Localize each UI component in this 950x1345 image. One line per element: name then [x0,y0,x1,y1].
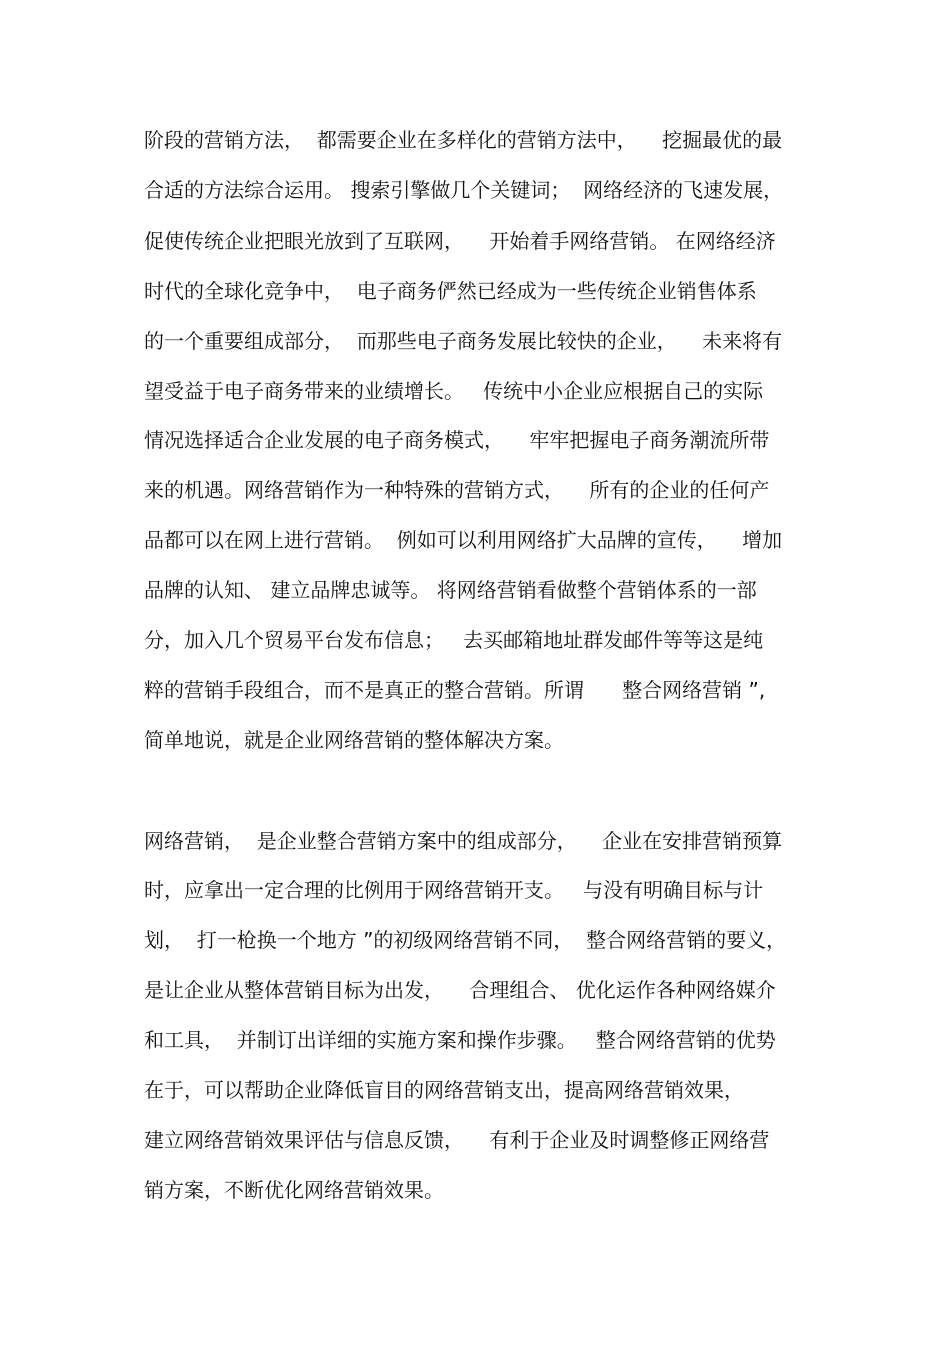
text-line: 的一个重要组成部分， 而那些电子商务发展比较快的企业， 未来将有 [144,329,783,353]
text-line: 时代的全球化竞争中， 电子商务俨然已经成为一些传统企业销售体系 [144,279,757,303]
text-line: 网络营销， 是企业整合营销方案中的组成部分， 企业在安排营销预算 [144,829,783,853]
text-line: 时，应拿出一定合理的比例用于网络营销开支。 与没有明确目标与计 [144,878,764,902]
text-line: 阶段的营销方法， 都需要企业在多样化的营销方法中， 挖掘最优的最 [144,128,783,152]
text-line: 促使传统企业把眼光放到了互联网， 开始着手网络营销。 在网络经济 [144,229,776,253]
text-line: 和工具， 并制订出详细的实施方案和操作步骤。 整合网络营销的优势 [144,1028,776,1052]
text-line: 建立网络营销效果评估与信息反馈， 有利于企业及时调整修正网络营 [144,1128,770,1152]
text-line: 分，加入几个贸易平台发布信息； 去买邮箱地址群发邮件等等这是纯 [144,628,764,652]
text-line: 来的机遇。网络营销作为一种特殊的营销方式， 所有的企业的任何产 [144,478,770,502]
text-line: 粹的营销手段组合，而不是真正的整合营销。所谓 整合网络营销 ”, [144,678,766,702]
text-line: 情况选择适合企业发展的电子商务模式， 牢牢把握电子商务潮流所带 [144,428,770,452]
text-line: 望受益于电子商务带来的业绩增长。 传统中小企业应根据自己的实际 [144,379,764,403]
text-line: 销方案，不断优化网络营销效果。 [144,1178,444,1202]
text-line: 划， 打一枪换一个地方 ”的初级网络营销不同， 整合网络营销的要义， [144,928,787,952]
text-line: 品牌的认知、 建立品牌忠诚等。 将网络营销看做整个营销体系的一部 [144,578,757,602]
text-line: 在于，可以帮助企业降低盲目的网络营销支出，提高网络营销效果， [144,1078,744,1102]
text-line: 是让企业从整体营销目标为出发， 合理组合、 优化运作各种网络媒介 [144,978,776,1002]
text-line: 合适的方法综合运用。 搜索引擎做几个关键词； 网络经济的飞速发展， [144,178,784,202]
text-line: 简单地说，就是企业网络营销的整体解决方案。 [144,728,564,752]
text-line: 品都可以在网上进行营销。 例如可以利用网络扩大品牌的宣传， 增加 [144,528,783,552]
